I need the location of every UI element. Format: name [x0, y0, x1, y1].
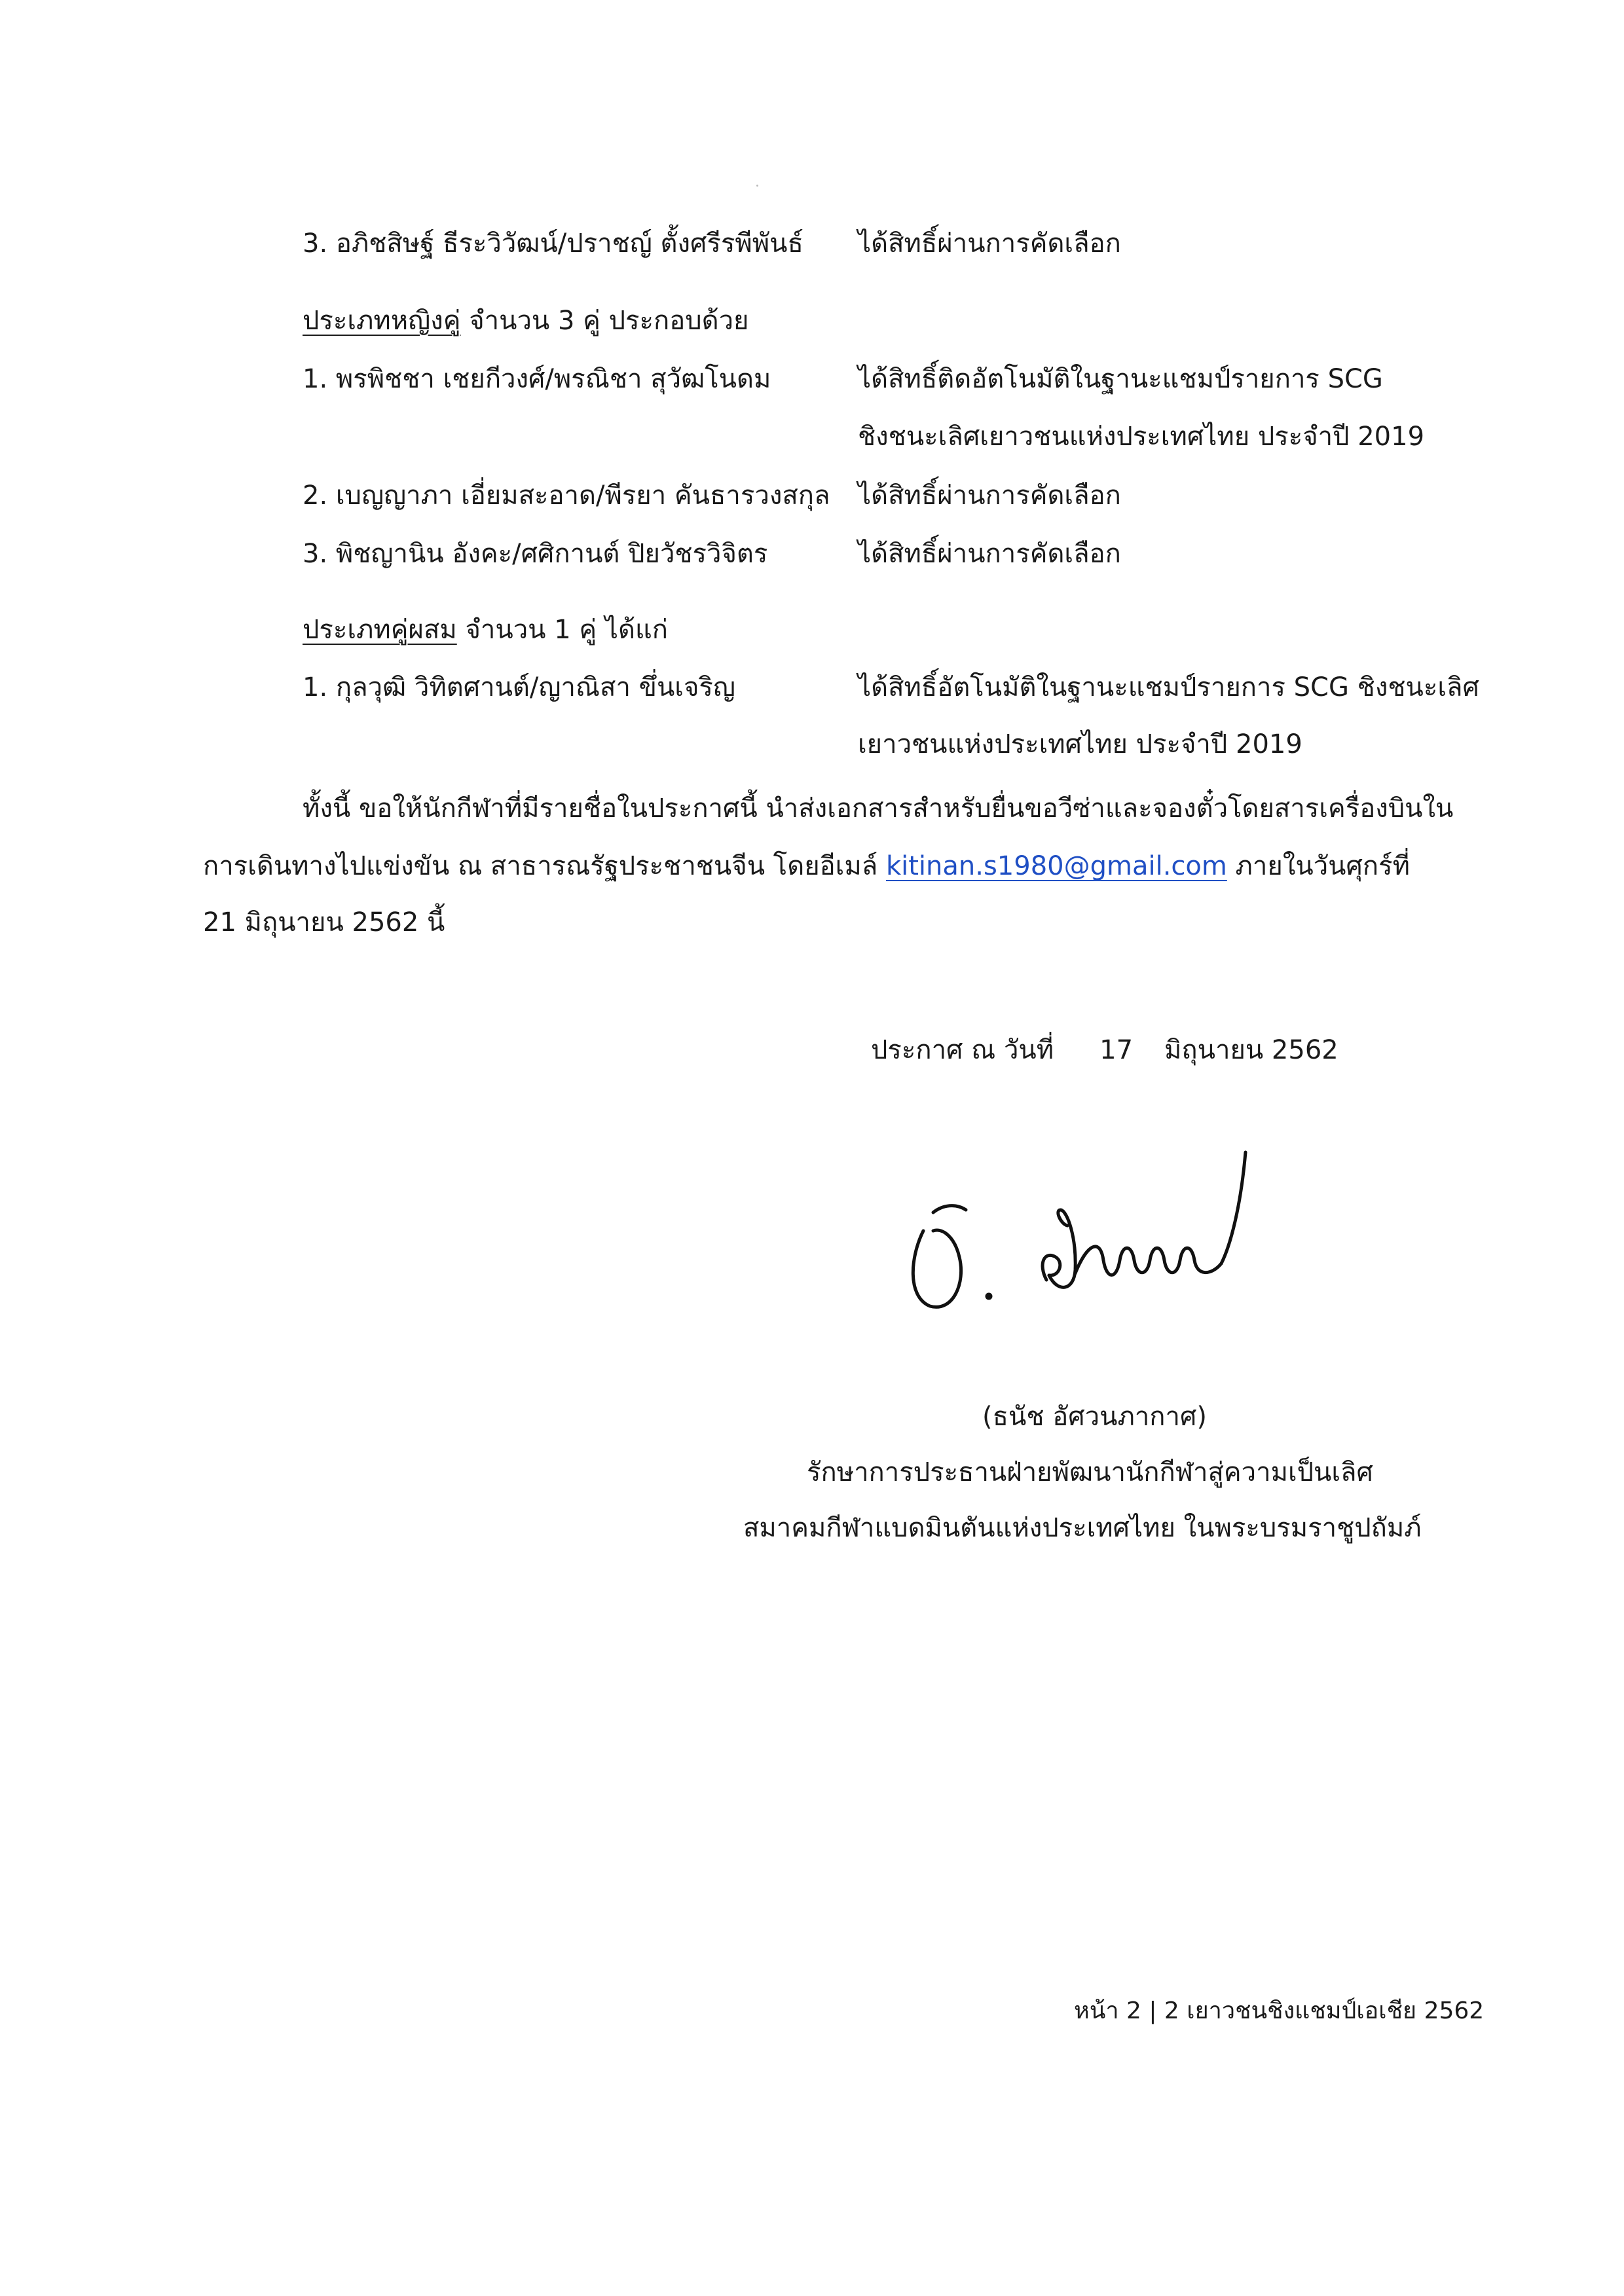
women-doubles-heading-title: ประเภทหญิงคู่: [303, 306, 461, 336]
women-doubles-entry-1-result-cont: ชิงชนะเลิศเยาวชนแห่งประเทศไทย ประจำปี 2019: [858, 422, 1425, 452]
announcement-date-label: ประกาศ ณ วันที่: [871, 1035, 1054, 1065]
women-doubles-entry-3-result: ได้สิทธิ์ผ่านการคัดเลือก: [858, 539, 1121, 569]
footer-page-label: หน้า 2 | 2 เยาวชนชิงแชมป์เอเชีย 2562: [1074, 1997, 1485, 2024]
announcement-date: [871, 1034, 1338, 1066]
notice-line-2-deadline: ภายในวันศุกร์ที่: [1227, 851, 1410, 881]
women-doubles-entry-1-pair: 1. พรพิชชา เชยกีวงศ์/พรณิชา สุวัฒโนดม: [303, 364, 771, 394]
mixed-doubles-heading-count: จำนวน 1 คู่ ได้แก่: [456, 615, 668, 645]
announcement-date-month-year: มิถุนายน 2562: [1164, 1035, 1338, 1065]
women-doubles-entry-3-pair: 3. พิชญานิน อังคะ/ศศิกานต์ ปิยวัชรวิจิตร: [303, 539, 768, 569]
mixed-doubles-entry-1-result-cont: เยาวชนแห่งประเทศไทย ประจำปี 2019: [858, 729, 1302, 759]
signatory-organization: สมาคมกีฬาแบดมินตันแห่งประเทศไทย ในพระบรมราชูปถัมภ์: [743, 1513, 1422, 1543]
men-doubles-entry-3-result: ได้สิทธิ์ผ่านการคัดเลือก: [858, 228, 1121, 259]
women-doubles-entry-1-result: ได้สิทธิ์ติดอัตโนมัติในฐานะแชมป์รายการ SCG: [858, 364, 1383, 394]
mixed-doubles-heading-title: ประเภทคู่ผสม: [303, 615, 457, 645]
women-doubles-heading-count: จำนวน 3 คู่ ประกอบด้วย: [460, 306, 749, 336]
women-doubles-entry-2-pair: 2. เบญญาภา เอี่ยมสะอาด/พีรยา คันธารวงสกุล: [303, 481, 830, 511]
men-doubles-entry-3-pair: 3. อภิชสิษฐ์ ธีระวิวัฒน์/ปราชญ์ ตั้งศรีรพีพันธ์: [303, 228, 803, 259]
contact-email-link[interactable]: kitinan.s1980@gmail.com: [885, 851, 1227, 881]
mixed-doubles-heading: [303, 614, 668, 646]
women-doubles-heading: [303, 305, 749, 337]
signatory-name: (ธนัช อัศวนภากาศ): [982, 1402, 1207, 1432]
mixed-doubles-entry-1-result: ได้สิทธิ์อัตโนมัติในฐานะแชมป์รายการ SCG ชิงชนะเลิศ: [858, 672, 1479, 702]
notice-line-1: ทั้งนี้ ขอให้นักกีฬาที่มีรายชื่อในประกาศนี้ นำส่งเอกสารสำหรับยื่นขอวีซ่าและจองตั๋วโดยสารเครื่องบินใน: [303, 793, 1454, 824]
notice-line-2-text: การเดินทางไปแข่งขัน ณ สาธารณรัฐประชาชนจีน โดยอีเมล์: [203, 851, 886, 881]
signatory-position: รักษาการประธานฝ่ายพัฒนานักกีฬาสู่ความเป็นเลิศ: [807, 1457, 1373, 1487]
notice-line-3: 21 มิถุนายน 2562 นี้: [203, 907, 445, 938]
women-doubles-entry-2-result: ได้สิทธิ์ผ่านการคัดเลือก: [858, 481, 1121, 511]
scan-speck: [756, 185, 758, 187]
notice-line-2: [203, 850, 1410, 882]
mixed-doubles-entry-1-pair: 1. กุลวุฒิ วิทิตศานต์/ญาณิสา ขึ่นเจริญ: [303, 672, 735, 702]
handwritten-signature: [904, 1139, 1297, 1329]
announcement-date-day: 17: [1099, 1035, 1134, 1065]
